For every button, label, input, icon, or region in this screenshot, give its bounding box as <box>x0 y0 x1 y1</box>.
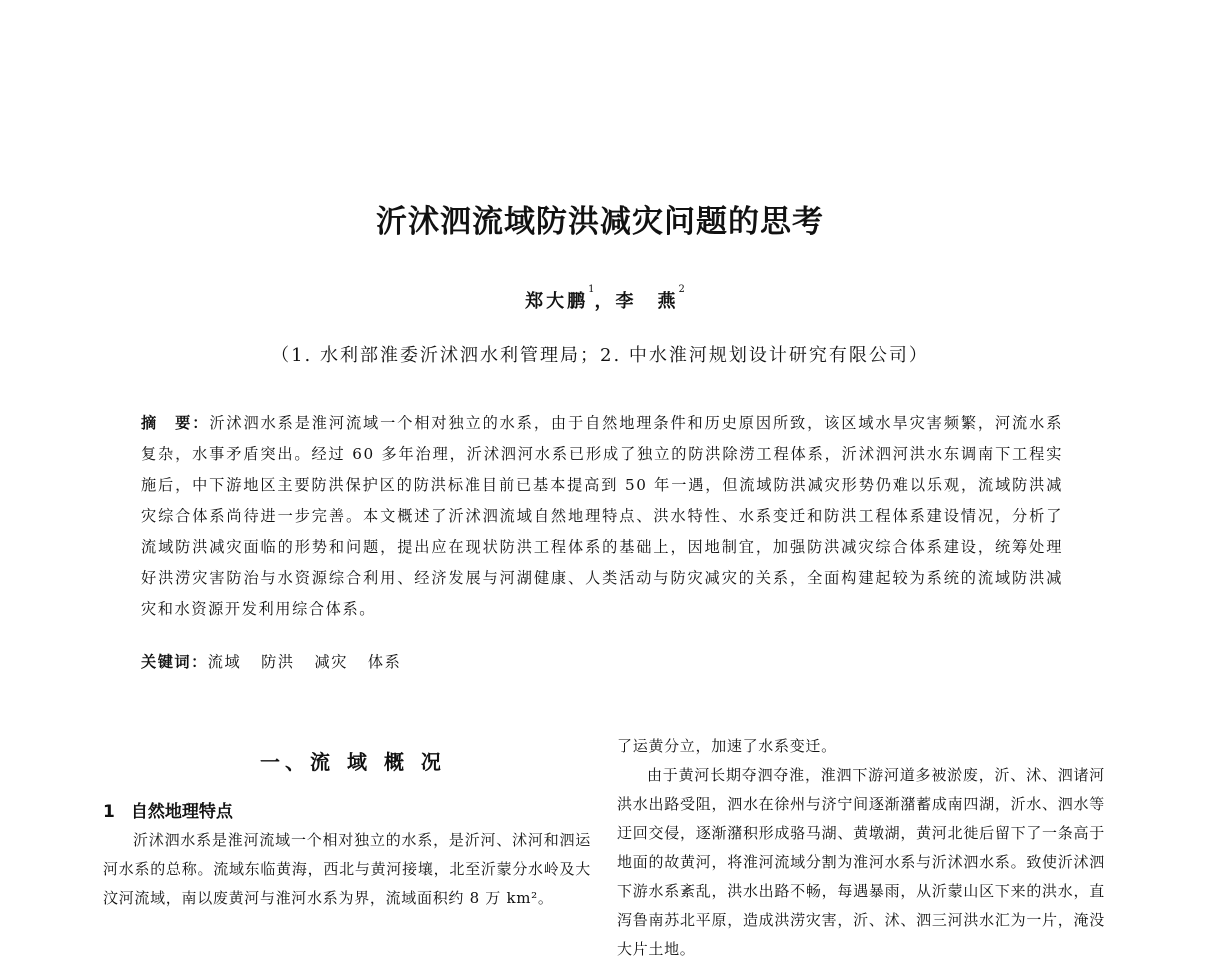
abstract-text: 沂沭泗水系是淮河流域一个相对独立的水系，由于自然地理条件和历史原因所致，该区域水旱灾害频繁，河流水系复杂，水事矛盾突出。经过 60 多年治理，沂沭泗河水系已形成了独立的防洪除涝工程体系，沂沭泗河洪水东调南下工程实施后，中下游地区主要防洪保护区的防洪标准目前已基本提高到 50 年一遇，但流域防洪减灾形势仍难以乐观，流域防洪减灾综合体系尚待进一步完善。本文概述了沂沭泗流域自然地理特点、洪水特性、水系变迁和防洪工程体系建设情况，分析了流域防洪减灾面临的形势和问题，提出应在现状防洪工程体系的基础上，因地制宜，加强防洪减灾综合体系建设，统筹处理好洪涝灾害防治与水资源综合利用、经济发展与河湖健康、人类活动与防灾减灾的关系，全面构建起较为系统的流域防洪减灾和水资源开发利用综合体系。 <box>141 414 1064 618</box>
body-paragraph-continuation: 了运黄分立，加速了水系变迁。 <box>617 737 837 755</box>
subsection-heading <box>103 797 591 822</box>
subsection-title: 自然地理特点 <box>130 802 233 822</box>
right-column <box>617 732 1105 964</box>
author-name: 李 燕 <box>615 291 679 312</box>
subsection-number: 1 <box>103 802 115 822</box>
keyword: 流域 <box>207 653 242 671</box>
paper-title: 沂沭泗流域防洪减灾问题的思考 <box>376 204 824 240</box>
author-separator: ， <box>594 291 616 312</box>
author-name: 郑大鹏 <box>525 291 589 312</box>
keywords <box>141 650 1063 674</box>
abstract-label: 摘 要： <box>141 414 210 432</box>
body-paragraph: 由于黄河长期夺泗夺淮，淮泗下游河道多被淤废，沂、沭、泗诸河洪水出路受阻，泗水在徐州与济宁间逐渐潴蓄成南四湖，沂水、泗水等迂回交侵，逐渐潴积形成骆马湖、黄墩湖，黄河北徙后留下了一条高于地面的故黄河，将淮河流域分割为淮河水系与沂沭泗水系。致使沂沭泗下游水系紊乱，洪水出路不畅，每遇暴雨，从沂蒙山区下来的洪水，直泻鲁南苏北平原，造成洪涝灾害，沂、沭、泗三河洪水汇为一片，淹没大片土地。 <box>617 766 1105 958</box>
keyword: 防洪 <box>261 653 295 671</box>
affiliations: （1. 水利部淮委沂沭泗水利管理局；2. 中水淮河规划设计研究有限公司） <box>271 345 929 366</box>
author-affiliation-mark: 1 <box>588 284 595 295</box>
section-heading: 一、流 域 概 况 <box>260 750 446 774</box>
keywords-label: 关键词： <box>141 653 208 671</box>
abstract <box>141 408 1063 625</box>
author-line <box>0 284 1210 313</box>
body-paragraph: 沂沭泗水系是淮河流域一个相对独立的水系，是沂河、沭河和泗运河水系的总称。流域东临黄海，西北与黄河接壤，北至沂蒙分水岭及大汶河流域，南以废黄河与淮河水系为界，流域面积约 8 万 km²。 <box>103 831 591 907</box>
author-affiliation-mark: 2 <box>678 284 685 295</box>
keyword: 减灾 <box>314 653 348 671</box>
left-column <box>103 742 591 913</box>
keyword: 体系 <box>367 653 402 671</box>
